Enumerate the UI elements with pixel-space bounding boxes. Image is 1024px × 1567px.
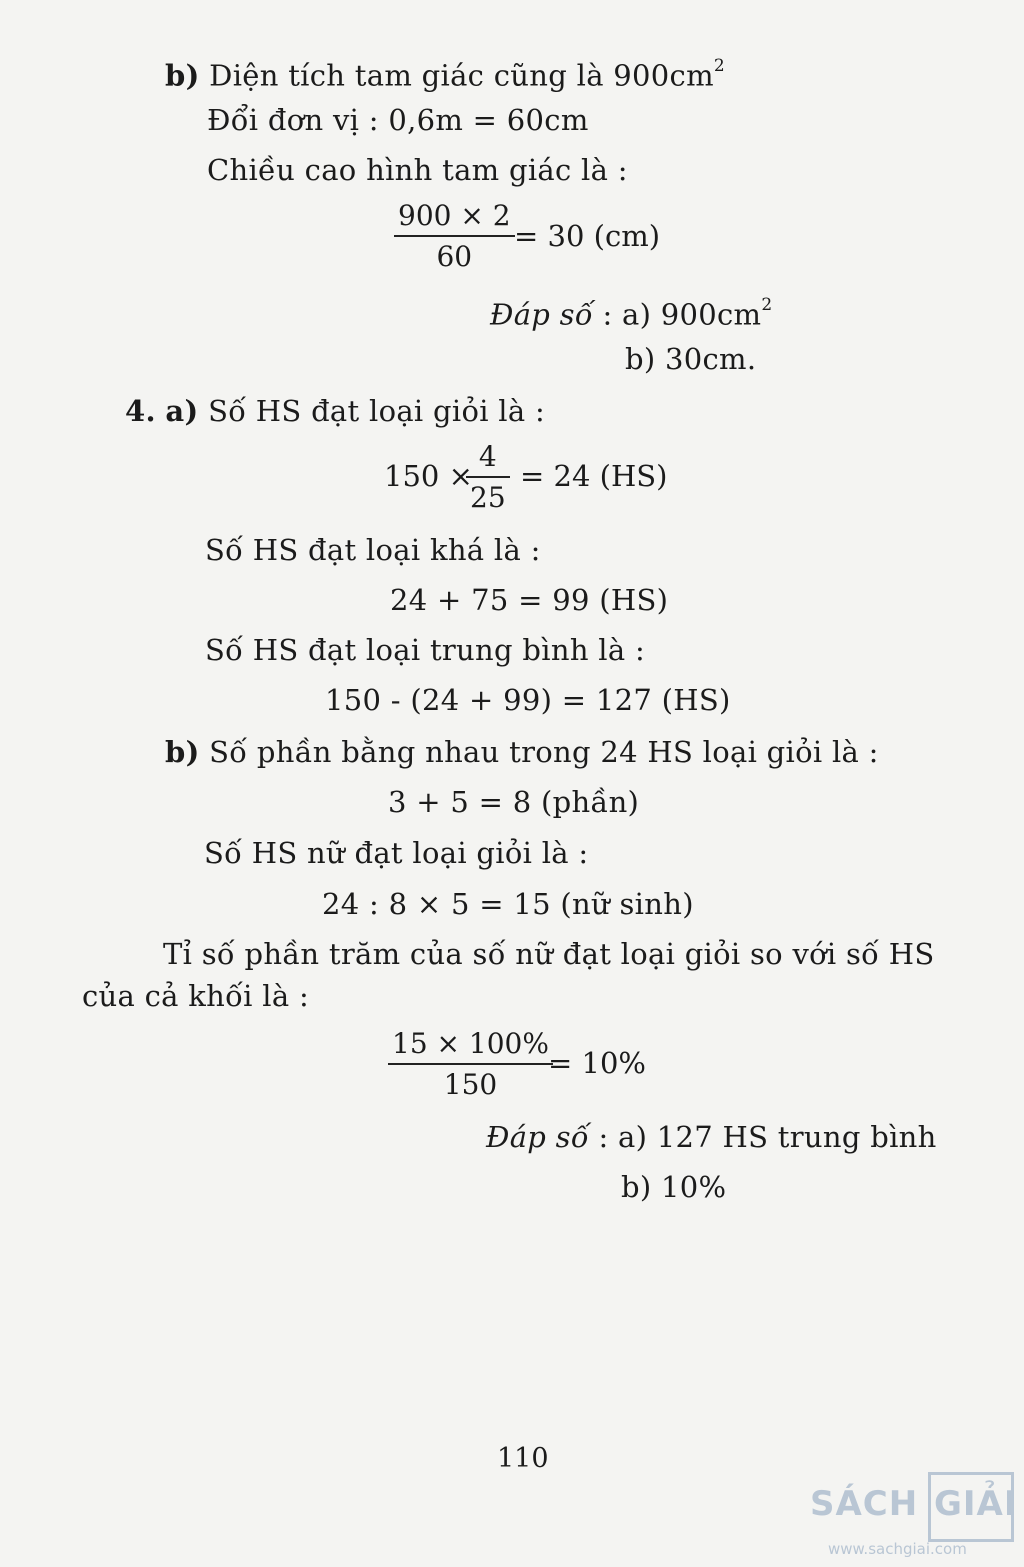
answer-3-b: b) 30cm. bbox=[625, 342, 757, 376]
height-fraction bbox=[394, 199, 515, 274]
answer-3 bbox=[490, 291, 772, 333]
height-fraction-denominator: 60 bbox=[436, 240, 473, 273]
good-calc: 24 + 75 = 99 (HS) bbox=[390, 583, 669, 617]
ratio-fraction-numerator: 15 × 100% bbox=[392, 1027, 549, 1060]
ratio-line-1: Tỉ số phần trăm của số nữ đạt loại giỏi so với số HS bbox=[163, 937, 935, 971]
unit-conversion: Đổi đơn vị : 0,6m = 60cm bbox=[207, 103, 589, 137]
fraction-bar bbox=[388, 1063, 553, 1065]
excellent-result: = 24 (HS) bbox=[520, 459, 668, 493]
section-4b-label: b) bbox=[165, 735, 200, 769]
page-number: 110 bbox=[497, 1443, 549, 1474]
girls-title: Số HS nữ đạt loại giỏi là : bbox=[204, 836, 589, 870]
excellent-title: Số HS đạt loại giỏi là : bbox=[208, 394, 546, 428]
watermark-url: www.sachgiai.com bbox=[828, 1540, 967, 1558]
ratio-line-2: của cả khối là : bbox=[82, 979, 310, 1013]
watermark-logo bbox=[810, 1478, 1020, 1563]
answer-3-a: : a) 900cm bbox=[602, 297, 762, 332]
section-3b-label: b) bbox=[165, 58, 200, 93]
excellent-fraction-numerator: 4 bbox=[478, 440, 497, 473]
excellent-lead: 150 × bbox=[384, 459, 473, 493]
answer-3-label: Đáp số bbox=[490, 297, 593, 332]
excellent-fraction bbox=[466, 440, 510, 515]
section-4-line-1 bbox=[125, 393, 545, 429]
fraction-bar bbox=[466, 476, 510, 478]
average-title: Số HS đạt loại trung bình là : bbox=[205, 633, 646, 667]
good-title: Số HS đạt loại khá là : bbox=[205, 533, 541, 567]
parts-title: Số phần bằng nhau trong 24 HS loại giỏi là : bbox=[209, 735, 879, 769]
parts-calc: 3 + 5 = 8 (phần) bbox=[388, 785, 640, 819]
fraction-bar bbox=[394, 235, 515, 237]
watermark-left-text: SÁCH bbox=[810, 1484, 919, 1524]
area-superscript: 2 bbox=[713, 56, 726, 76]
ratio-fraction bbox=[388, 1027, 553, 1102]
section-3b-line-1 bbox=[165, 52, 725, 94]
watermark-boxed-text: GIẢI bbox=[934, 1484, 1018, 1524]
section-4-number: 4. bbox=[125, 394, 156, 428]
average-calc: 150 - (24 + 99) = 127 (HS) bbox=[325, 683, 731, 717]
height-fraction-numerator: 900 × 2 bbox=[398, 199, 511, 232]
answer-3-a-superscript: 2 bbox=[761, 295, 773, 315]
girls-calc: 24 : 8 × 5 = 15 (nữ sinh) bbox=[322, 887, 694, 921]
excellent-fraction-denominator: 25 bbox=[470, 481, 506, 514]
answer-4-a: : a) 127 HS trung bình bbox=[598, 1120, 937, 1154]
answer-4-label: Đáp số bbox=[486, 1120, 589, 1154]
ratio-result: = 10% bbox=[548, 1046, 646, 1080]
answer-4-b: b) 10% bbox=[621, 1170, 727, 1204]
answer-4 bbox=[486, 1119, 937, 1155]
ratio-fraction-denominator: 150 bbox=[443, 1068, 498, 1101]
height-result: = 30 (cm) bbox=[514, 219, 661, 253]
height-title: Chiều cao hình tam giác là : bbox=[207, 153, 628, 187]
section-4a-label: a) bbox=[165, 394, 199, 428]
area-statement: Diện tích tam giác cũng là 900cm bbox=[209, 58, 714, 93]
section-4b-line-1 bbox=[165, 734, 879, 770]
